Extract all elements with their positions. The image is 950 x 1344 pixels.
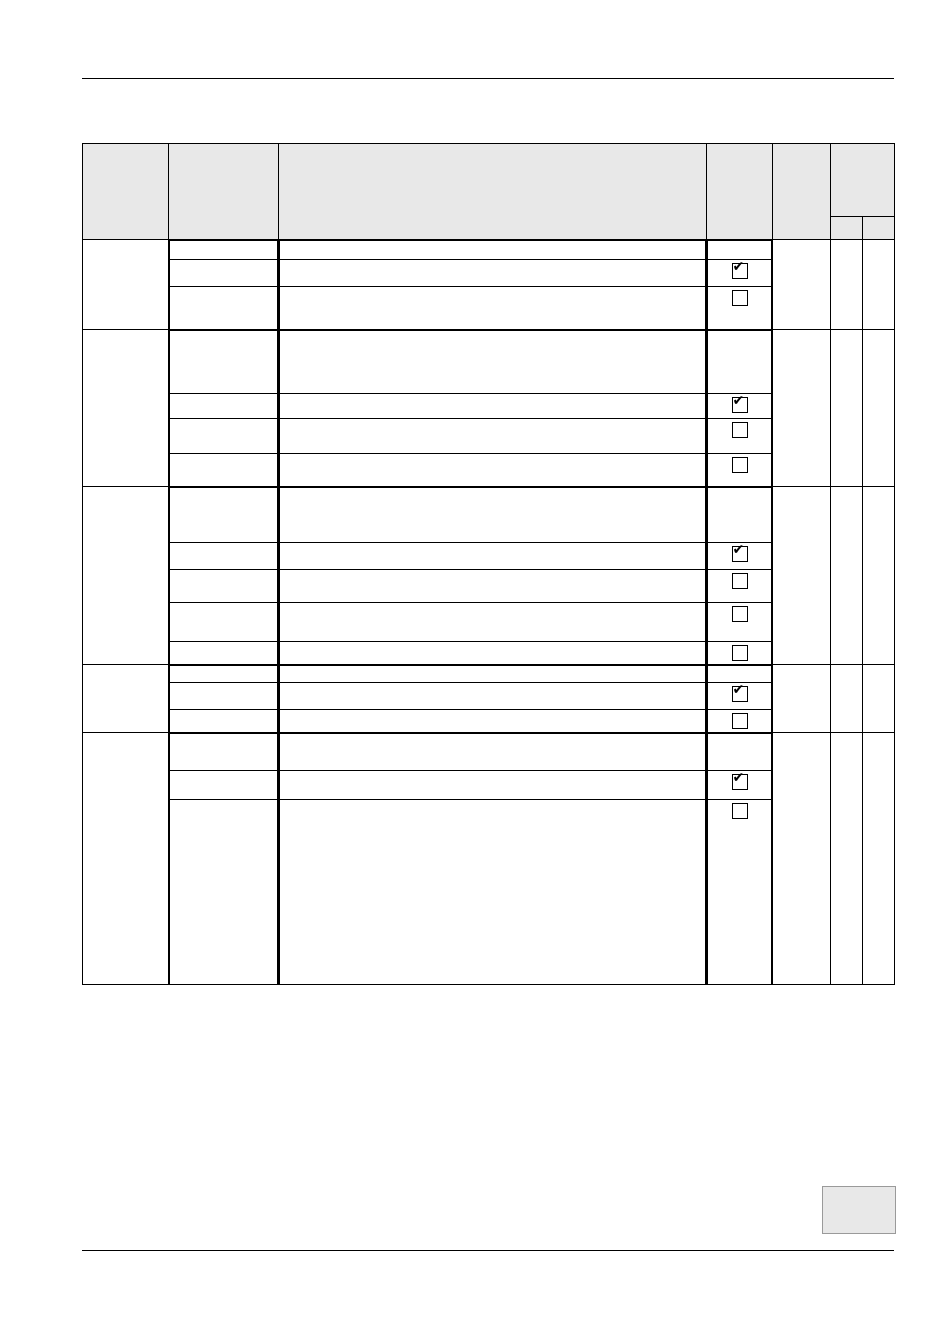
- table-row: [83, 330, 895, 487]
- header-cell-col6-7-group: [831, 144, 895, 217]
- checkbox-slot-empty: [708, 734, 772, 771]
- group-col7-cell: [863, 487, 895, 665]
- group-description-stack: [279, 733, 707, 985]
- group-col5-cell: [773, 733, 831, 985]
- checkbox-checked-icon[interactable]: [732, 686, 748, 702]
- list-item: [170, 260, 278, 287]
- checkbox-slot-empty: [708, 488, 772, 543]
- list-item: [170, 454, 278, 487]
- group-subject-stack: [169, 240, 279, 330]
- list-item: [280, 771, 706, 800]
- group-col5-cell: [773, 240, 831, 330]
- checkbox-cell[interactable]: [708, 287, 772, 330]
- group-col6-cell: [831, 665, 863, 733]
- checkbox-cell[interactable]: [708, 642, 772, 665]
- group-subject-stack: [169, 487, 279, 665]
- checkbox-unchecked-icon[interactable]: [732, 457, 748, 473]
- subheader-cell-col6: [831, 217, 863, 240]
- list-item: [170, 666, 278, 683]
- subheader-cell-col7: [863, 217, 895, 240]
- list-item: [280, 331, 706, 394]
- checkbox-cell[interactable]: [708, 454, 772, 487]
- header-cell-col4: [707, 144, 773, 240]
- list-item: [280, 570, 706, 603]
- list-item: [280, 800, 706, 985]
- group-label-cell: [83, 733, 169, 985]
- list-item: [170, 734, 278, 771]
- checkbox-unchecked-icon[interactable]: [732, 573, 748, 589]
- group-col7-cell: [863, 330, 895, 487]
- group-description-stack: [279, 330, 707, 487]
- group-description-stack: [279, 487, 707, 665]
- list-item: [280, 683, 706, 710]
- list-item: [170, 570, 278, 603]
- table-row: [83, 487, 895, 665]
- list-item: [170, 800, 278, 985]
- group-subject-stack: [169, 733, 279, 985]
- checkbox-checked-icon[interactable]: [732, 774, 748, 790]
- list-item: [280, 394, 706, 419]
- group-col5-cell: [773, 665, 831, 733]
- list-item: [280, 241, 706, 260]
- group-col5-cell: [773, 487, 831, 665]
- list-item: [280, 419, 706, 454]
- list-item: [170, 683, 278, 710]
- group-checkbox-stack: [707, 240, 773, 330]
- group-subject-stack: [169, 330, 279, 487]
- list-item: [170, 603, 278, 642]
- checkbox-unchecked-icon[interactable]: [732, 606, 748, 622]
- checkbox-checked-icon[interactable]: [732, 263, 748, 279]
- checkbox-unchecked-icon[interactable]: [732, 713, 748, 729]
- group-checkbox-stack: [707, 733, 773, 985]
- checkbox-cell[interactable]: [708, 603, 772, 642]
- list-item: [280, 287, 706, 330]
- list-item: [170, 394, 278, 419]
- checklist-table: [82, 143, 895, 985]
- group-col7-cell: [863, 733, 895, 985]
- list-item: [280, 710, 706, 733]
- checkbox-unchecked-icon[interactable]: [732, 290, 748, 306]
- list-item: [170, 710, 278, 733]
- checkbox-unchecked-icon[interactable]: [732, 422, 748, 438]
- list-item: [170, 488, 278, 543]
- group-checkbox-stack: [707, 487, 773, 665]
- group-label-cell: [83, 240, 169, 330]
- list-item: [280, 543, 706, 570]
- table-row: [83, 733, 895, 985]
- header-rule: [82, 78, 894, 79]
- checkbox-cell[interactable]: [708, 570, 772, 603]
- table-header-row: [83, 144, 895, 217]
- group-col7-cell: [863, 240, 895, 330]
- group-col7-cell: [863, 665, 895, 733]
- list-item: [280, 603, 706, 642]
- checkbox-checked-icon[interactable]: [732, 546, 748, 562]
- checkbox-unchecked-icon[interactable]: [732, 803, 748, 819]
- group-label-cell: [83, 487, 169, 665]
- group-label-cell: [83, 330, 169, 487]
- list-item: [170, 642, 278, 665]
- list-item: [280, 666, 706, 683]
- header-cell-col3: [279, 144, 707, 240]
- checkbox-cell[interactable]: [708, 260, 772, 287]
- group-col5-cell: [773, 330, 831, 487]
- checkbox-cell[interactable]: [708, 710, 772, 733]
- table-row: [83, 240, 895, 330]
- group-label-cell: [83, 665, 169, 733]
- checkbox-cell[interactable]: [708, 771, 772, 800]
- checkbox-cell[interactable]: [708, 800, 772, 985]
- checkbox-slot-empty: [708, 241, 772, 260]
- checkbox-slot-empty: [708, 331, 772, 394]
- footer-rule: [82, 1250, 894, 1251]
- checklist-table-wrapper: [82, 143, 894, 985]
- list-item: [170, 287, 278, 330]
- checkbox-cell[interactable]: [708, 683, 772, 710]
- list-item: [170, 419, 278, 454]
- group-subject-stack: [169, 665, 279, 733]
- checkbox-checked-icon[interactable]: [732, 397, 748, 413]
- list-item: [170, 331, 278, 394]
- header-cell-col1: [83, 144, 169, 240]
- group-checkbox-stack: [707, 330, 773, 487]
- header-cell-col2: [169, 144, 279, 240]
- list-item: [280, 260, 706, 287]
- group-checkbox-stack: [707, 665, 773, 733]
- list-item: [170, 241, 278, 260]
- group-col6-cell: [831, 733, 863, 985]
- group-description-stack: [279, 240, 707, 330]
- group-col6-cell: [831, 240, 863, 330]
- side-tab-marker: [822, 1186, 896, 1234]
- list-item: [170, 771, 278, 800]
- list-item: [280, 734, 706, 771]
- group-description-stack: [279, 665, 707, 733]
- list-item: [280, 642, 706, 665]
- list-item: [170, 543, 278, 570]
- checkbox-cell[interactable]: [708, 394, 772, 419]
- header-cell-col5: [773, 144, 831, 240]
- checkbox-cell[interactable]: [708, 543, 772, 570]
- group-col6-cell: [831, 330, 863, 487]
- table-row: [83, 665, 895, 733]
- checkbox-cell[interactable]: [708, 419, 772, 454]
- list-item: [280, 454, 706, 487]
- group-col6-cell: [831, 487, 863, 665]
- list-item: [280, 488, 706, 543]
- checkbox-unchecked-icon[interactable]: [732, 645, 748, 661]
- checkbox-slot-empty: [708, 666, 772, 683]
